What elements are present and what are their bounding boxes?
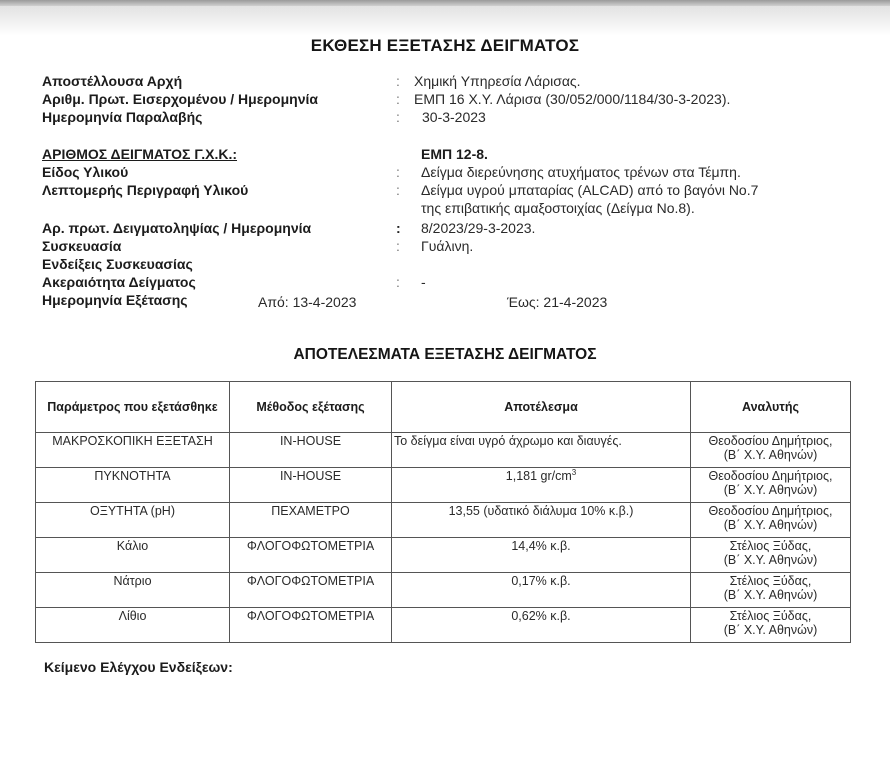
table-row — [36, 608, 851, 643]
colon: : — [396, 91, 400, 107]
value-material-description-line1: Δείγμα υγρού μπαταρίας (ALCAD) από το βαγόνι Νο.7 — [421, 182, 759, 198]
value-material-type: Δείγμα διερεύνησης ατυχήματος τρένων στα Τέμπη. — [421, 164, 741, 180]
results-table — [35, 381, 851, 643]
cell-parameter: ΜΑΚΡΟΣΚΟΠΙΚΗ ΕΞΕΤΑΣΗ — [36, 433, 230, 468]
value-material-description-line2: της επιβατικής αμαξοστοιχίας (Δείγμα Νο.8). — [421, 200, 695, 216]
cell-method: ΦΛΟΓΟΦΩΤΟΜΕΤΡΙΑ — [230, 608, 392, 643]
value-sending-authority: Χημική Υπηρεσία Λάρισας. — [414, 73, 581, 89]
colon: : — [396, 109, 400, 125]
colon: : — [396, 220, 401, 236]
cell-parameter: ΠΥΚΝΟΤΗΤΑ — [36, 468, 230, 503]
header-parameter: Παράμετρος που εξετάσθηκε — [36, 382, 230, 433]
cell-method: ΦΛΟΓΟΦΩΤΟΜΕΤΡΙΑ — [230, 538, 392, 573]
viewer-top-shadow — [0, 6, 890, 36]
header-method: Μέθοδος εξέτασης — [230, 382, 392, 433]
cell-result: 14,4% κ.β. — [392, 538, 691, 573]
cell-result: Το δείγμα είναι υγρό άχρωμο και διαυγές. — [392, 433, 691, 468]
colon: : — [396, 238, 400, 254]
cell-analyst — [691, 468, 851, 503]
table-row — [36, 573, 851, 608]
analyst-office: (Β΄ Χ.Υ. Αθηνών) — [723, 623, 818, 637]
analyst-office: (Β΄ Χ.Υ. Αθηνών) — [723, 588, 818, 602]
document-title: ΕΚΘΕΣΗ ΕΞΕΤΑΣΗΣ ΔΕΙΓΜΑΤΟΣ — [310, 36, 580, 55]
value-sampling-protocol: 8/2023/29-3-2023. — [421, 220, 536, 236]
value-sample-number: ΕΜΠ 12-8. — [421, 146, 488, 162]
analyst-name: Στέλιος Ξύδας, — [729, 609, 812, 623]
value-incoming-protocol: ΕΜΠ 16 Χ.Υ. Λάρισα (30/052/000/1184/30-3-2023). — [414, 91, 731, 107]
cell-result: 0,17% κ.β. — [392, 573, 691, 608]
cell-parameter: Λίθιο — [36, 608, 230, 643]
label-packaging-markings: Ενδείξεις Συσκευασίας — [42, 256, 193, 272]
cell-analyst — [691, 608, 851, 643]
cell-analyst — [691, 573, 851, 608]
value-exam-date-from: Από: 13-4-2023 — [258, 294, 357, 310]
analyst-office: (Β΄ Χ.Υ. Αθηνών) — [723, 553, 818, 567]
result-value: 1,181 gr/cm — [505, 469, 572, 483]
table-row — [36, 538, 851, 573]
table-header-row — [36, 382, 851, 433]
cell-method: IN-HOUSE — [230, 468, 392, 503]
label-sending-authority: Αποστέλλουσα Αρχή — [42, 73, 183, 89]
cell-parameter: ΟΞΥΤΗΤΑ (pH) — [36, 503, 230, 538]
cell-analyst — [691, 538, 851, 573]
analyst-office: (Β΄ Χ.Υ. Αθηνών) — [723, 448, 818, 462]
value-exam-date-to: Έως: 21-4-2023 — [507, 294, 608, 310]
table-row — [36, 433, 851, 468]
analyst-name: Στέλιος Ξύδας, — [729, 539, 812, 553]
label-packaging: Συσκευασία — [42, 238, 122, 254]
colon: : — [396, 164, 400, 180]
cell-parameter: Νάτριο — [36, 573, 230, 608]
cell-result: 0,62% κ.β. — [392, 608, 691, 643]
analyst-name: Στέλιος Ξύδας, — [729, 574, 812, 588]
analyst-name: Θεοδοσίου Δημήτριος, — [708, 504, 833, 518]
label-exam-date: Ημερομηνία Εξέτασης — [42, 292, 188, 308]
label-material-type: Είδος Υλικού — [42, 164, 129, 180]
value-packaging: Γυάλινη. — [421, 238, 474, 254]
value-sample-integrity: - — [421, 274, 426, 290]
colon: : — [396, 73, 400, 89]
analyst-office: (Β΄ Χ.Υ. Αθηνών) — [723, 518, 818, 532]
header-analyst: Αναλυτής — [691, 382, 851, 433]
label-sample-number: ΑΡΙΘΜΟΣ ΔΕΙΓΜΑΤΟΣ Γ.Χ.Κ.: — [42, 146, 238, 162]
colon: : — [396, 182, 400, 198]
cell-method: ΦΛΟΓΟΦΩΤΟΜΕΤΡΙΑ — [230, 573, 392, 608]
table-row — [36, 503, 851, 538]
label-sampling-protocol: Αρ. πρωτ. Δειγματοληψίας / Ημερομηνία — [42, 220, 312, 236]
colon: : — [396, 274, 400, 290]
analyst-name: Θεοδοσίου Δημήτριος, — [708, 434, 833, 448]
cell-parameter: Κάλιο — [36, 538, 230, 573]
cell-analyst — [691, 503, 851, 538]
results-title: ΑΠΟΤΕΛΕΣΜΑΤΑ ΕΞΕΤΑΣΗΣ ΔΕΙΓΜΑΤΟΣ — [293, 346, 597, 363]
analyst-name: Θεοδοσίου Δημήτριος, — [708, 469, 833, 483]
cell-method: IN-HOUSE — [230, 433, 392, 468]
cell-result — [392, 468, 691, 503]
analyst-office: (Β΄ Χ.Υ. Αθηνών) — [723, 483, 818, 497]
indications-check-label: Κείμενο Ελέγχου Ενδείξεων: — [44, 659, 233, 675]
result-superscript: 3 — [571, 467, 577, 477]
cell-method: ΠΕΧΑΜΕΤΡΟ — [230, 503, 392, 538]
label-incoming-protocol: Αριθμ. Πρωτ. Εισερχομένου / Ημερομηνία — [42, 91, 318, 107]
label-material-description: Λεπτομερής Περιγραφή Υλικού — [42, 182, 249, 198]
cell-analyst — [691, 433, 851, 468]
value-receipt-date: 30-3-2023 — [422, 109, 486, 125]
header-result: Αποτέλεσμα — [392, 382, 691, 433]
table-row — [36, 468, 851, 503]
label-sample-integrity: Ακεραιότητα Δείγματος — [42, 274, 196, 290]
cell-result: 13,55 (υδατικό διάλυμα 10% κ.β.) — [392, 503, 691, 538]
label-receipt-date: Ημερομηνία Παραλαβής — [42, 109, 203, 125]
